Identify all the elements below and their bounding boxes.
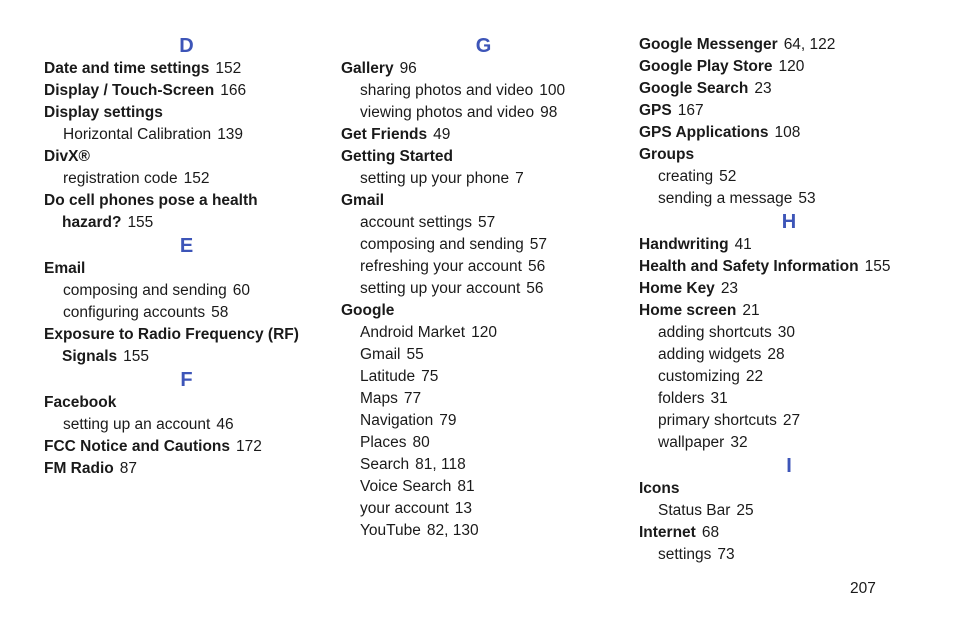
index-term: composing and sending bbox=[360, 236, 524, 253]
index-subentry bbox=[639, 500, 939, 522]
index-subentry bbox=[341, 234, 626, 256]
index-term: YouTube bbox=[360, 522, 421, 539]
index-subentry bbox=[639, 344, 939, 366]
index-page-ref: 28 bbox=[767, 346, 785, 363]
index-page-ref: 60 bbox=[232, 282, 250, 299]
section-letter-heading: E bbox=[179, 235, 194, 257]
index-page-ref: 32 bbox=[730, 434, 748, 451]
index-entry bbox=[44, 324, 329, 346]
index-term: Display / Touch-Screen bbox=[44, 82, 215, 99]
index-page-ref: 139 bbox=[217, 126, 244, 143]
index-subentry bbox=[341, 278, 626, 300]
index-term: GPS bbox=[639, 102, 672, 119]
index-entry bbox=[341, 146, 626, 168]
index-subentry bbox=[341, 520, 626, 542]
index-term: Email bbox=[44, 260, 86, 277]
index-term: Date and time settings bbox=[44, 60, 210, 77]
index-page-ref: 152 bbox=[215, 60, 242, 77]
index-term: adding shortcuts bbox=[658, 324, 772, 341]
index-term: Horizontal Calibration bbox=[63, 126, 212, 143]
index-entry bbox=[639, 278, 939, 300]
index-page-ref: 81, 118 bbox=[415, 456, 466, 473]
index-subentry bbox=[341, 476, 626, 498]
index-page-ref: 21 bbox=[742, 302, 760, 319]
index-term: Latitude bbox=[360, 368, 416, 385]
index-entry bbox=[44, 58, 329, 80]
index-subentry bbox=[639, 188, 939, 210]
index-term: your account bbox=[360, 500, 449, 517]
index-term: configuring accounts bbox=[63, 304, 206, 321]
index-term: Display settings bbox=[44, 104, 163, 121]
index-page-ref: 96 bbox=[399, 60, 417, 77]
index-column-3 bbox=[639, 34, 939, 566]
index-page-ref: 57 bbox=[529, 236, 547, 253]
index-page-ref: 81 bbox=[457, 478, 475, 495]
index-page-ref: 23 bbox=[720, 280, 739, 297]
index-entry bbox=[639, 56, 939, 78]
index-subentry bbox=[639, 166, 939, 188]
index-page-ref: 167 bbox=[677, 102, 704, 119]
index-subentry bbox=[341, 80, 626, 102]
index-subentry bbox=[341, 102, 626, 124]
index-entry bbox=[341, 300, 626, 322]
index-entry bbox=[44, 458, 329, 480]
index-page-ref: 80 bbox=[412, 434, 430, 451]
index-page-ref: 77 bbox=[403, 390, 422, 407]
index-term: Google Play Store bbox=[639, 58, 773, 75]
index-term: Voice Search bbox=[360, 478, 452, 495]
index-page-ref: 27 bbox=[782, 412, 801, 429]
index-term: sending a message bbox=[658, 190, 793, 207]
index-subentry bbox=[44, 280, 329, 302]
index-term: DivX® bbox=[44, 148, 90, 165]
index-entry bbox=[44, 80, 329, 102]
index-term: folders bbox=[658, 390, 705, 407]
index-page-ref: 46 bbox=[216, 416, 234, 433]
index-page-ref: 56 bbox=[526, 280, 544, 297]
section-letter-heading: I bbox=[786, 455, 792, 477]
index-page-ref: 120 bbox=[778, 58, 805, 75]
section-letter-heading: F bbox=[180, 369, 193, 391]
index-page-ref: 172 bbox=[236, 438, 262, 455]
index-subentry bbox=[44, 302, 329, 324]
index-page-ref: 68 bbox=[701, 524, 720, 541]
index-page-ref: 25 bbox=[736, 502, 754, 519]
index-subentry bbox=[639, 388, 939, 410]
index-entry bbox=[639, 34, 939, 56]
index-term: GPS Applications bbox=[639, 124, 769, 141]
index-term: hazard? bbox=[62, 214, 122, 231]
index-term: Facebook bbox=[44, 394, 117, 411]
index-term: sharing photos and video bbox=[360, 82, 534, 99]
index-subentry bbox=[341, 498, 626, 520]
index-page-ref: 41 bbox=[734, 236, 752, 253]
index-term: account settings bbox=[360, 214, 473, 231]
index-term: FCC Notice and Cautions bbox=[44, 438, 231, 455]
index-term: Home screen bbox=[639, 302, 737, 319]
section-letter-heading: G bbox=[475, 35, 492, 57]
index-column-1 bbox=[44, 34, 329, 480]
index-page-ref: 79 bbox=[439, 412, 457, 429]
index-entry bbox=[639, 144, 939, 166]
index-term: setting up your phone bbox=[360, 170, 510, 187]
index-subentry bbox=[341, 454, 626, 476]
index-entry bbox=[44, 392, 329, 414]
index-term: Signals bbox=[62, 348, 118, 365]
index-term: Navigation bbox=[360, 412, 434, 429]
index-page-ref: 98 bbox=[540, 104, 558, 121]
index-entry bbox=[639, 522, 939, 544]
index-subentry bbox=[341, 344, 626, 366]
index-term: Handwriting bbox=[639, 236, 729, 253]
index-term: Gallery bbox=[341, 60, 394, 77]
index-entry bbox=[44, 258, 329, 280]
index-term: refreshing your account bbox=[360, 258, 522, 275]
index-term: Google Search bbox=[639, 80, 749, 97]
index-term: Gmail bbox=[341, 192, 385, 209]
index-page-ref: 58 bbox=[211, 304, 229, 321]
index-entry bbox=[341, 58, 626, 80]
index-term: creating bbox=[658, 168, 714, 185]
index-page-ref: 155 bbox=[864, 258, 891, 275]
index-page-ref: 52 bbox=[719, 168, 737, 185]
index-term: customizing bbox=[658, 368, 740, 385]
index-subentry bbox=[341, 366, 626, 388]
index-page-ref: 166 bbox=[220, 82, 247, 99]
index-subentry bbox=[44, 124, 329, 146]
index-term: Maps bbox=[360, 390, 398, 407]
index-subentry bbox=[341, 322, 626, 344]
index-page-ref: 120 bbox=[471, 324, 497, 341]
index-page-ref: 64, 122 bbox=[783, 36, 836, 53]
index-page-ref: 13 bbox=[454, 500, 472, 517]
page-number: 207 bbox=[850, 580, 876, 597]
index-term: Get Friends bbox=[341, 126, 428, 143]
section-letter-heading: H bbox=[781, 211, 797, 233]
index-subentry bbox=[341, 256, 626, 278]
index-subentry bbox=[639, 322, 939, 344]
index-term: Do cell phones pose a health bbox=[44, 192, 258, 209]
index-page-ref: 75 bbox=[421, 368, 439, 385]
index-term: Places bbox=[360, 434, 407, 451]
index-subentry bbox=[341, 410, 626, 432]
index-subentry bbox=[639, 366, 939, 388]
index-term: viewing photos and video bbox=[360, 104, 535, 121]
index-term: registration code bbox=[63, 170, 178, 187]
index-subentry bbox=[44, 168, 329, 190]
index-column-2 bbox=[341, 34, 626, 542]
index-page-ref: 57 bbox=[478, 214, 496, 231]
section-letter-heading: D bbox=[179, 35, 194, 57]
index-subentry bbox=[44, 414, 329, 436]
index-term: adding widgets bbox=[658, 346, 762, 363]
index-page-ref: 152 bbox=[183, 170, 210, 187]
index-subentry bbox=[639, 544, 939, 566]
index-subentry bbox=[639, 432, 939, 454]
index-term: Google bbox=[341, 302, 395, 319]
index-entry bbox=[639, 300, 939, 322]
index-subentry bbox=[341, 388, 626, 410]
index-page-ref: 31 bbox=[710, 390, 728, 407]
index-subentry bbox=[341, 432, 626, 454]
index-term: Health and Safety Information bbox=[639, 258, 859, 275]
index-entry bbox=[639, 100, 939, 122]
index-entry bbox=[639, 78, 939, 100]
index-page-ref: 23 bbox=[754, 80, 772, 97]
index-term: Groups bbox=[639, 146, 695, 163]
index-term: composing and sending bbox=[63, 282, 227, 299]
index-entry bbox=[341, 124, 626, 146]
index-page-ref: 56 bbox=[527, 258, 546, 275]
index-page-ref: 22 bbox=[745, 368, 764, 385]
index-entry bbox=[341, 190, 626, 212]
index-term: wallpaper bbox=[658, 434, 725, 451]
index-page-ref: 73 bbox=[717, 546, 735, 563]
index-term: Icons bbox=[639, 480, 680, 497]
index-entry bbox=[639, 234, 939, 256]
index-term: setting up your account bbox=[360, 280, 521, 297]
index-entry bbox=[44, 346, 329, 368]
index-page-ref: 108 bbox=[774, 124, 801, 141]
index-term: primary shortcuts bbox=[658, 412, 777, 429]
index-page-ref: 155 bbox=[127, 214, 154, 231]
index-term: Google Messenger bbox=[639, 36, 778, 53]
index-entry bbox=[639, 256, 939, 278]
index-term: FM Radio bbox=[44, 460, 114, 477]
index-page-ref: 49 bbox=[433, 126, 451, 143]
index-entry bbox=[44, 102, 329, 124]
index-term: Exposure to Radio Frequency (RF) bbox=[44, 326, 299, 343]
index-entry bbox=[639, 478, 939, 500]
index-page-ref: 7 bbox=[515, 170, 524, 187]
index-term: Home Key bbox=[639, 280, 715, 297]
index-page-ref: 55 bbox=[406, 346, 424, 363]
index-term: settings bbox=[658, 546, 712, 563]
index-page-ref: 30 bbox=[777, 324, 795, 341]
index-term: Status Bar bbox=[658, 502, 731, 519]
index-subentry bbox=[341, 168, 626, 190]
index-page-ref: 82, 130 bbox=[426, 522, 479, 539]
index-term: Getting Started bbox=[341, 148, 453, 165]
index-entry bbox=[44, 436, 329, 458]
index-term: Search bbox=[360, 456, 410, 473]
index-term: Android Market bbox=[360, 324, 466, 341]
index-page-ref: 155 bbox=[123, 348, 150, 365]
index-term: Gmail bbox=[360, 346, 401, 363]
index-entry bbox=[44, 190, 329, 212]
index-term: Internet bbox=[639, 524, 696, 541]
index-page-ref: 87 bbox=[119, 460, 137, 477]
index-term: setting up an account bbox=[63, 416, 211, 433]
index-subentry bbox=[639, 410, 939, 432]
index-page-ref: 100 bbox=[539, 82, 566, 99]
index-subentry bbox=[341, 212, 626, 234]
index-entry bbox=[44, 212, 329, 234]
index-page-ref: 53 bbox=[798, 190, 816, 207]
index-entry bbox=[639, 122, 939, 144]
index-entry bbox=[44, 146, 329, 168]
